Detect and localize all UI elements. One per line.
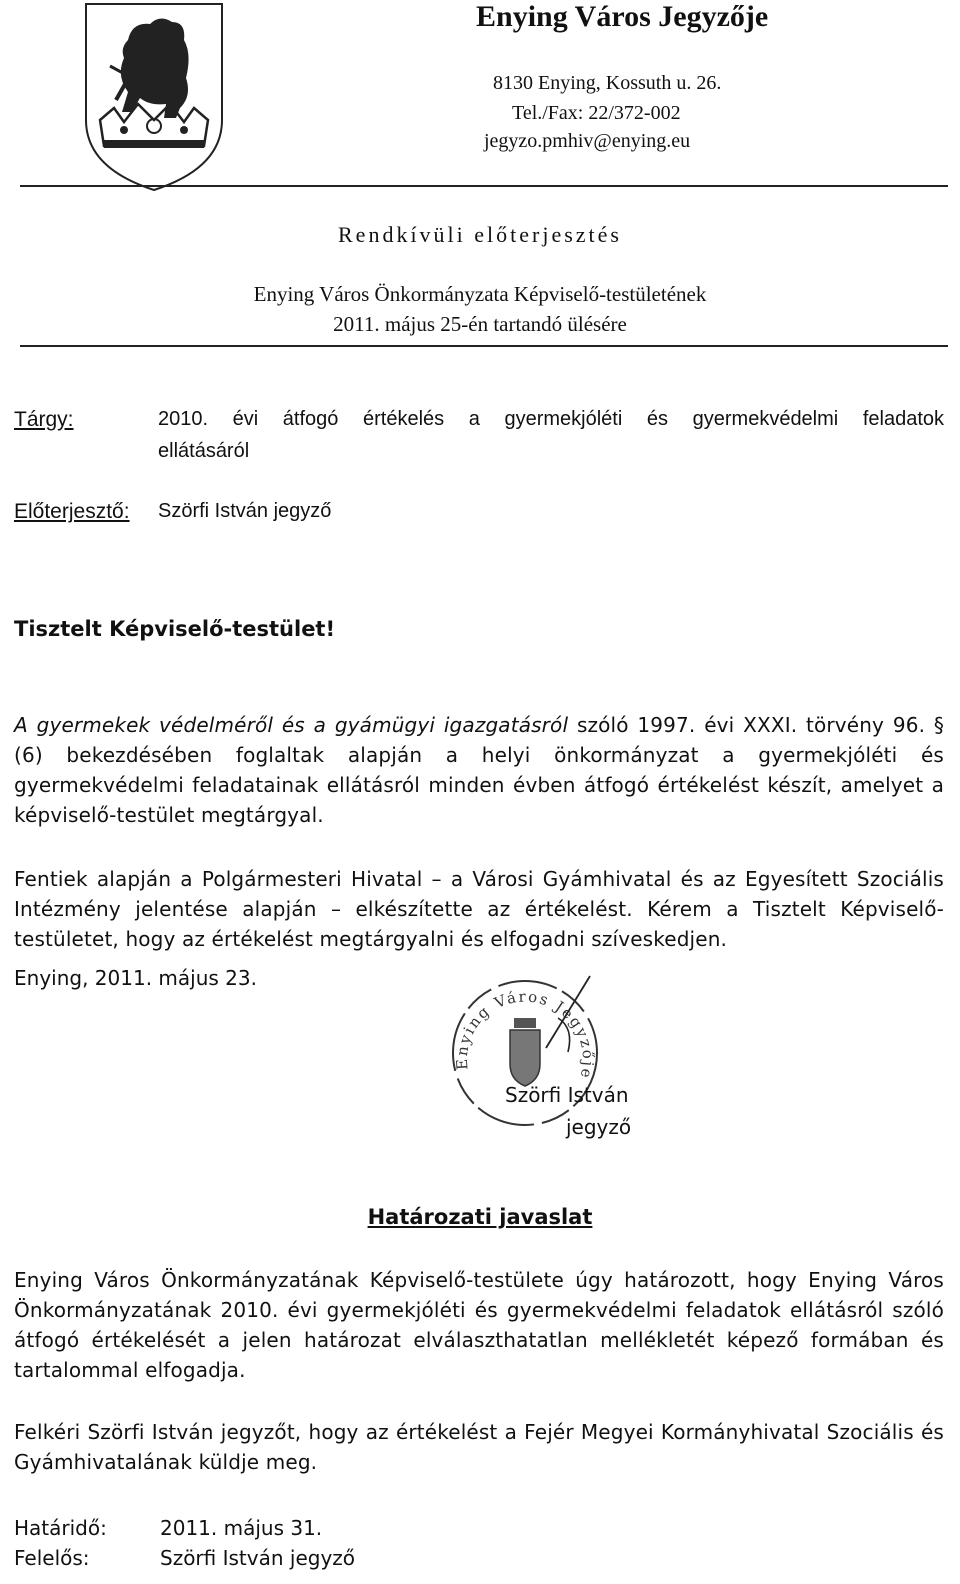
recipient-body: Enying Város Önkormányzata Képviselő-testületének: [253, 282, 707, 306]
resolution-title: Határozati javaslat: [367, 1205, 593, 1229]
signatory-name: Szörfi István: [505, 1083, 629, 1107]
presenter-value: Szörfi István jegyző: [158, 500, 332, 522]
round-seal-icon: [440, 968, 610, 1138]
signatory-title: jegyző: [566, 1115, 632, 1139]
paragraph-legal-basis: [14, 710, 944, 830]
place-date: Enying, 2011. május 23.: [14, 966, 257, 990]
paragraph-request: Fentiek alapján a Polgármesteri Hivatal – a Városi Gyámhivatal és az Egyesített Szociális Intézmény jelentése alapján – elkészítette az értékelést. Kérem a Tisztelt Képviselő-testületet, hogy az értékelést megtárgyalni és elfogadni szíveskedjen.: [14, 867, 944, 951]
header-divider: [20, 185, 948, 187]
issuer-address: 8130 Enying, Kossuth u. 26.: [493, 72, 722, 94]
resolution-paragraph-2: Felkéri Szörfi István jegyzőt, hogy az értékelést a Fejér Megyei Kormányhivatal Szociális és Gyámhivatalának küldje meg.: [14, 1420, 944, 1474]
responsible-label: Felelős:: [14, 1546, 90, 1570]
law-title: A gyermekek védelméről és a gyámügyi igazgatásról: [14, 713, 569, 737]
issuer-title: Enying Város Jegyzője: [476, 0, 769, 33]
resolution-paragraph-1: Enying Város Önkormányzatának Képviselő-testülete úgy határozott, hogy Enying Város Önkormányzatának 2010. évi gyermekjóléti és gyermekvédelmi feladatok ellátásról szóló átfogó értékelését a jelen határozat elválaszthatatlan mellékletét képező formában és tartalommal elfogadja.: [14, 1268, 944, 1382]
greeting: Tisztelt Képviselő-testület!: [14, 617, 336, 641]
document-type-title: Rendkívüli előterjesztés: [338, 222, 622, 247]
issuer-phone: Tel./Fax: 22/372-002: [512, 102, 681, 124]
subject-line-1: 2010. évi átfogó értékelés a gyermekjóléti és gyermekvédelmi feladatok: [158, 408, 944, 430]
meeting-date: 2011. május 25-én tartandó ülésére: [333, 312, 627, 336]
presenter-label: Előterjesztő:: [14, 500, 130, 523]
deadline-label: Határidő:: [14, 1516, 107, 1540]
paragraph-legal-basis-text: szóló 1997. évi XXXI. törvény 96. § (6) bekezdésében foglaltak alapján a helyi önkormányzat a gyermekjóléti és gyermekvédelmi feladatainak ellátásról minden évben átfogó értékelést készít, amelyet a képviselő-testület megtárgyal.: [14, 713, 945, 827]
coat-of-arms-icon: [80, 0, 228, 192]
issuer-email: jegyzo.pmhiv@enying.eu: [484, 130, 691, 152]
svg-text:Enying Város Jegyzője: Enying Város Jegyzője: [452, 987, 598, 1082]
section-divider: [20, 345, 948, 347]
deadline-value: 2011. május 31.: [160, 1516, 323, 1540]
subject-line-2: ellátásáról: [158, 440, 250, 462]
subject-label: Tárgy:: [14, 408, 74, 431]
responsible-value: Szörfi István jegyző: [160, 1546, 356, 1570]
